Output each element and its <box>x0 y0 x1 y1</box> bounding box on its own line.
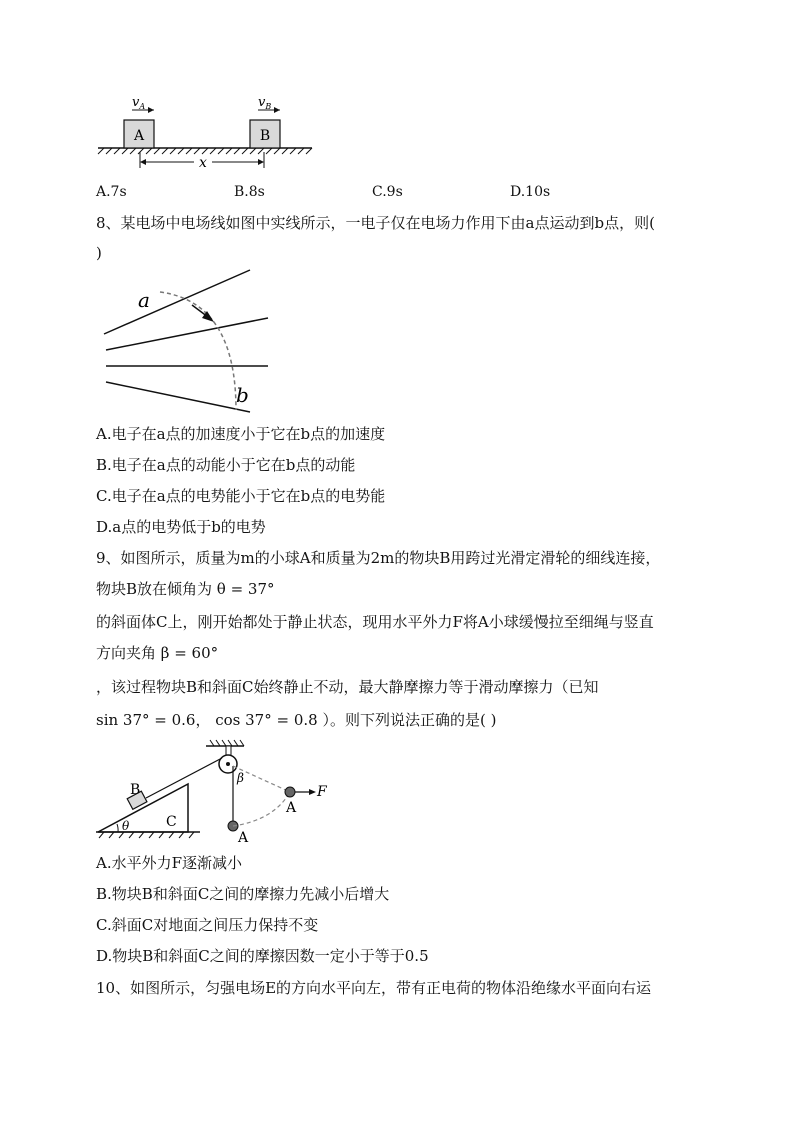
theta-label: θ <box>122 819 130 833</box>
q8-stem-line-2: ) <box>96 244 102 262</box>
figure-electric-field <box>96 262 276 418</box>
q10-stem-line-1: 10、如图所示，匀强电场E的方向水平向左，带有正电荷的物体沿绝缘水平面向右运 <box>96 979 652 997</box>
ball-a-label-initial: A <box>238 830 249 846</box>
q9-stem-line-4: 方向夹角 β = 60° <box>96 644 219 662</box>
q9-option-b[interactable]: B.物块B和斜面C之间的摩擦力先减小后增大 <box>96 885 390 903</box>
distance-label: x <box>199 155 207 171</box>
q9-stem-line-1: 9、如图所示，质量为m的小球A和质量为2m的物块B用跨过光滑定滑轮的细线连接， <box>96 549 661 567</box>
q7-option-c[interactable]: C.9s <box>372 184 403 200</box>
velocity-a-label: $v_A$ <box>132 95 146 111</box>
ball-a-displaced <box>285 787 295 797</box>
q9-stem-line-5: ，该过程物块B和斜面C始终静止不动，最大静摩擦力等于滑动摩擦力（已知 <box>96 678 599 696</box>
point-b-label: b <box>236 383 249 407</box>
block-b-label: B <box>130 782 141 798</box>
incline-c-label: C <box>166 814 177 830</box>
q9-stem-line-2: 物块B放在倾角为 θ = 37° <box>96 580 275 598</box>
point-a-label: a <box>138 288 150 312</box>
arrow-right-icon <box>274 107 280 113</box>
block-b-label: B <box>259 128 271 144</box>
q7-option-b[interactable]: B.8s <box>234 184 265 200</box>
block-a-label: A <box>133 128 145 144</box>
q9-option-c[interactable]: C.斜面C对地面之间压力保持不变 <box>96 916 319 934</box>
q8-option-a[interactable]: A.电子在a点的加速度小于它在b点的加速度 <box>96 425 386 443</box>
q8-option-b[interactable]: B.电子在a点的动能小于它在b点的动能 <box>96 456 356 474</box>
figure-pulley-incline <box>96 738 336 846</box>
q9-option-a[interactable]: A.水平外力F逐渐减小 <box>96 854 243 872</box>
arrow-icon <box>202 311 214 322</box>
q9-stem-line-6: sin 37° = 0.6， cos 37° = 0.8 ）。则下列说法正确的是( ) <box>96 711 497 729</box>
q9-stem-line-3: 的斜面体C上，刚开始都处于静止状态，现用水平外力F将A小球缓慢拉至细绳与竖直 <box>96 613 654 631</box>
force-f-label: F <box>317 784 327 800</box>
q9-option-d[interactable]: D.物块B和斜面C之间的摩擦因数一定小于等于0.5 <box>96 947 429 965</box>
figure-blocks <box>96 92 316 172</box>
velocity-b-label: $v_B$ <box>258 95 272 111</box>
arrow-right-icon <box>309 789 316 795</box>
q7-option-a[interactable]: A.7s <box>96 184 127 200</box>
q7-option-d[interactable]: D.10s <box>510 184 551 200</box>
q8-stem-line-1: 8、某电场中电场线如图中实线所示，一电子仅在电场力作用下由a点运动到b点，则( <box>96 214 655 232</box>
beta-label: β <box>237 771 244 785</box>
q8-option-c[interactable]: C.电子在a点的电势能小于它在b点的电势能 <box>96 487 386 505</box>
arrow-right-icon <box>148 107 154 113</box>
ball-a-label-displaced: A <box>286 800 297 816</box>
q8-option-d[interactable]: D.a点的电势低于b的电势 <box>96 518 266 536</box>
